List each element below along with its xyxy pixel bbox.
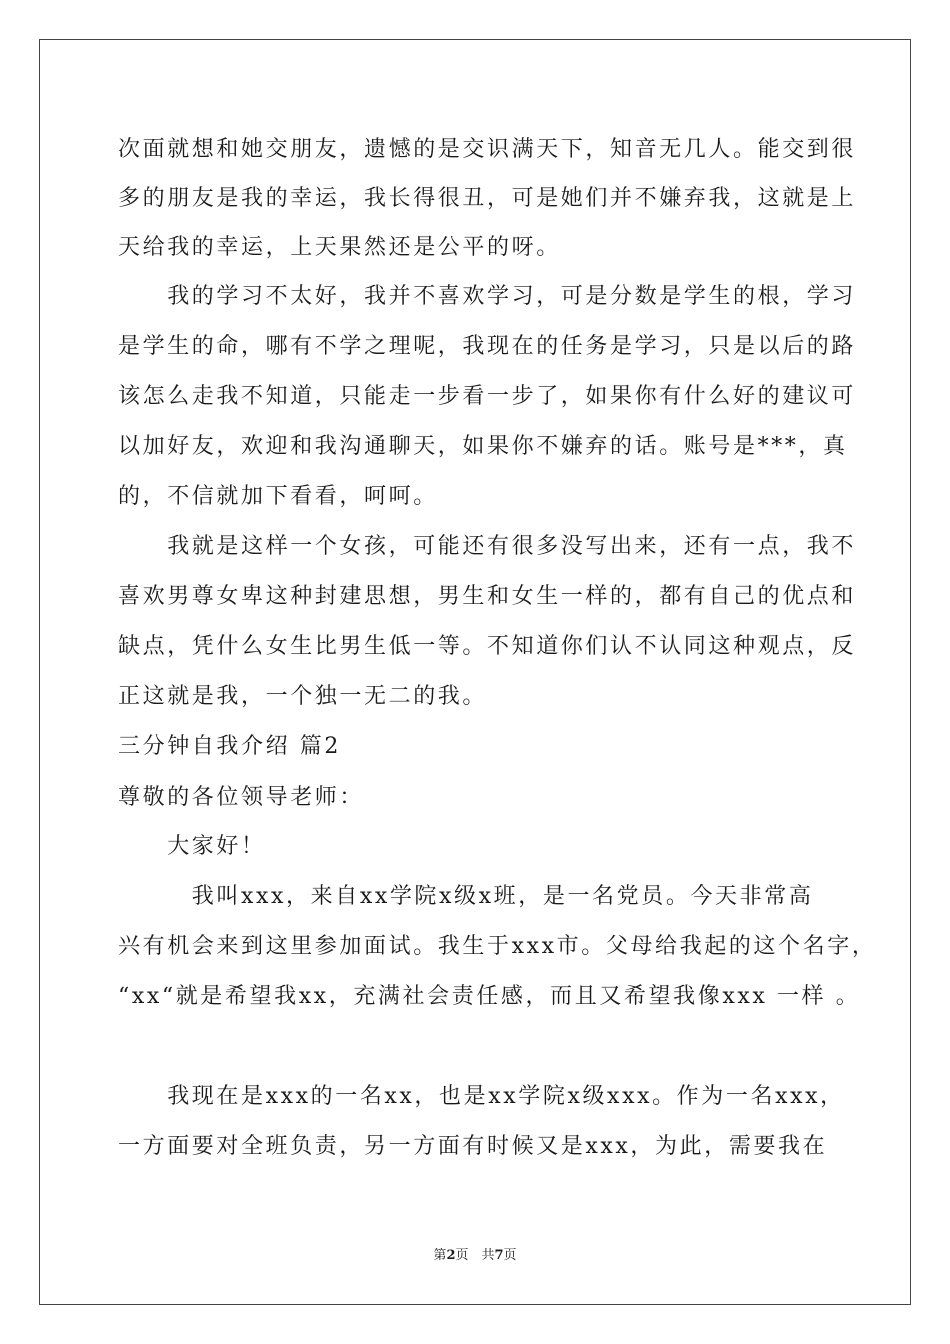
section-heading: 三分钟自我介绍 篇2 — [118, 734, 341, 759]
text-line: 正这就是我，一个独一无二的我。 — [118, 684, 488, 709]
text-line: 喜欢男尊女卑这种封建思想，男生和女生一样的，都有自己的优点和 — [118, 584, 857, 609]
footer-page-suffix: 页 — [503, 1248, 517, 1263]
text-line: 该怎么走我不知道，只能走一步看一步了，如果你有什么好的建议可 — [118, 384, 857, 409]
page-border — [39, 39, 911, 1305]
text-line: 兴有机会来到这里参加面试。我生于xxx市。父母给我起的这个名字， — [118, 934, 877, 959]
text-line: 天给我的幸运，上天果然还是公平的呀。 — [118, 235, 561, 260]
paragraph-start-line: 我叫xxx，来自xx学院x级x班，是一名党员。今天非常高 — [118, 884, 814, 909]
text-line: 以加好友，欢迎和我沟通聊天，如果你不嫌弃的话。账号是***，真 — [118, 434, 848, 459]
footer-current-page: 2 — [446, 1248, 456, 1263]
footer-page-label: 第 — [433, 1248, 447, 1263]
text-line: 是学生的命，哪有不学之理呢，我现在的任务是学习，只是以后的路 — [118, 334, 857, 359]
footer-total-label: 页 共 — [455, 1248, 495, 1263]
text-line: 的，不信就加下看看，呵呵。 — [118, 484, 438, 509]
text-line: 多的朋友是我的幸运，我长得很丑，可是她们并不嫌弃我，这就是上 — [118, 186, 857, 211]
paragraph-start-line: 我现在是xxx的一名xx，也是xx学院x级xxx。作为一名xxx， — [118, 1084, 845, 1109]
text-line: 次面就想和她交朋友，遗憾的是交识满天下，知音无几人。能交到很 — [118, 137, 857, 162]
paragraph-start-line: 我就是这样一个女孩，可能还有很多没写出来，还有一点，我不 — [118, 534, 857, 559]
text-line: “xx“就是希望我xx，充满社会责任感，而且又希望我像xxx 一样 。 — [118, 984, 861, 1009]
greeting: 大家好！ — [118, 834, 266, 859]
text-line: 一方面要对全班负责，另一方面有时候又是xxx，为此，需要我在 — [118, 1134, 828, 1159]
paragraph-start-line: 我的学习不太好，我并不喜欢学习，可是分数是学生的根，学习 — [118, 284, 857, 309]
footer-total-pages: 7 — [494, 1248, 504, 1263]
salutation: 尊敬的各位领导老师： — [118, 785, 365, 810]
page-footer — [0, 1249, 950, 1262]
text-line: 缺点，凭什么女生比男生低一等。不知道你们认不认同这种观点，反 — [118, 634, 857, 659]
